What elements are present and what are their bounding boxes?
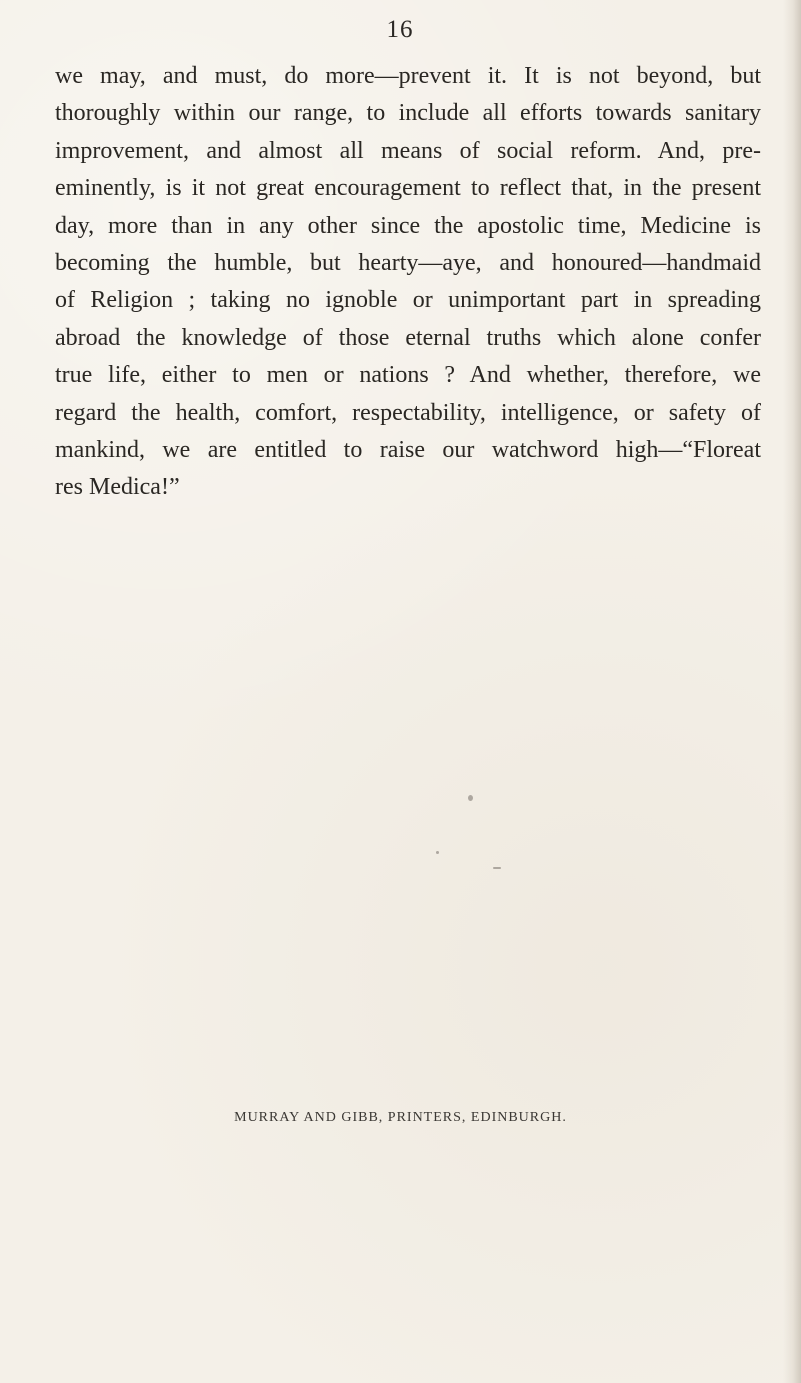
text-line: becoming the humble, but hearty—aye, and honoured—handmaid [55, 250, 761, 277]
text-line: day, more than in any other since the apostolic time, Medicine is [55, 212, 761, 239]
text-line: of Religion ; taking no ignoble or unimportant part in spreading [55, 287, 761, 314]
text-line: thoroughly within our range, to include all efforts towards sanitary [55, 100, 761, 127]
ink-speck [493, 867, 501, 869]
text-line: res Medica!” [55, 474, 180, 501]
page-number: 16 [386, 16, 414, 43]
ink-speck [468, 795, 473, 801]
text-line: abroad the knowledge of those eternal truths which alone confer [55, 324, 761, 351]
text-line: true life, either to men or nations ? And whether, therefore, we [55, 362, 761, 389]
text-line: we may, and must, do more—prevent it. It is not beyond, but [55, 63, 761, 89]
page-edge-shadow [783, 0, 801, 1383]
printer-imprint: MURRAY AND GIBB, PRINTERS, EDINBURGH. [234, 1110, 567, 1125]
body-paragraph [55, 58, 761, 507]
text-line: mankind, we are entitled to raise our watchword high—“Floreat [55, 437, 761, 464]
text-line: improvement, and almost all means of social reform. And, pre- [55, 137, 761, 164]
ink-speck [436, 851, 439, 854]
text-line: regard the health, comfort, respectability, intelligence, or safety of [55, 399, 761, 426]
text-line: eminently, is it not great encouragement to reflect that, in the present [55, 175, 761, 202]
